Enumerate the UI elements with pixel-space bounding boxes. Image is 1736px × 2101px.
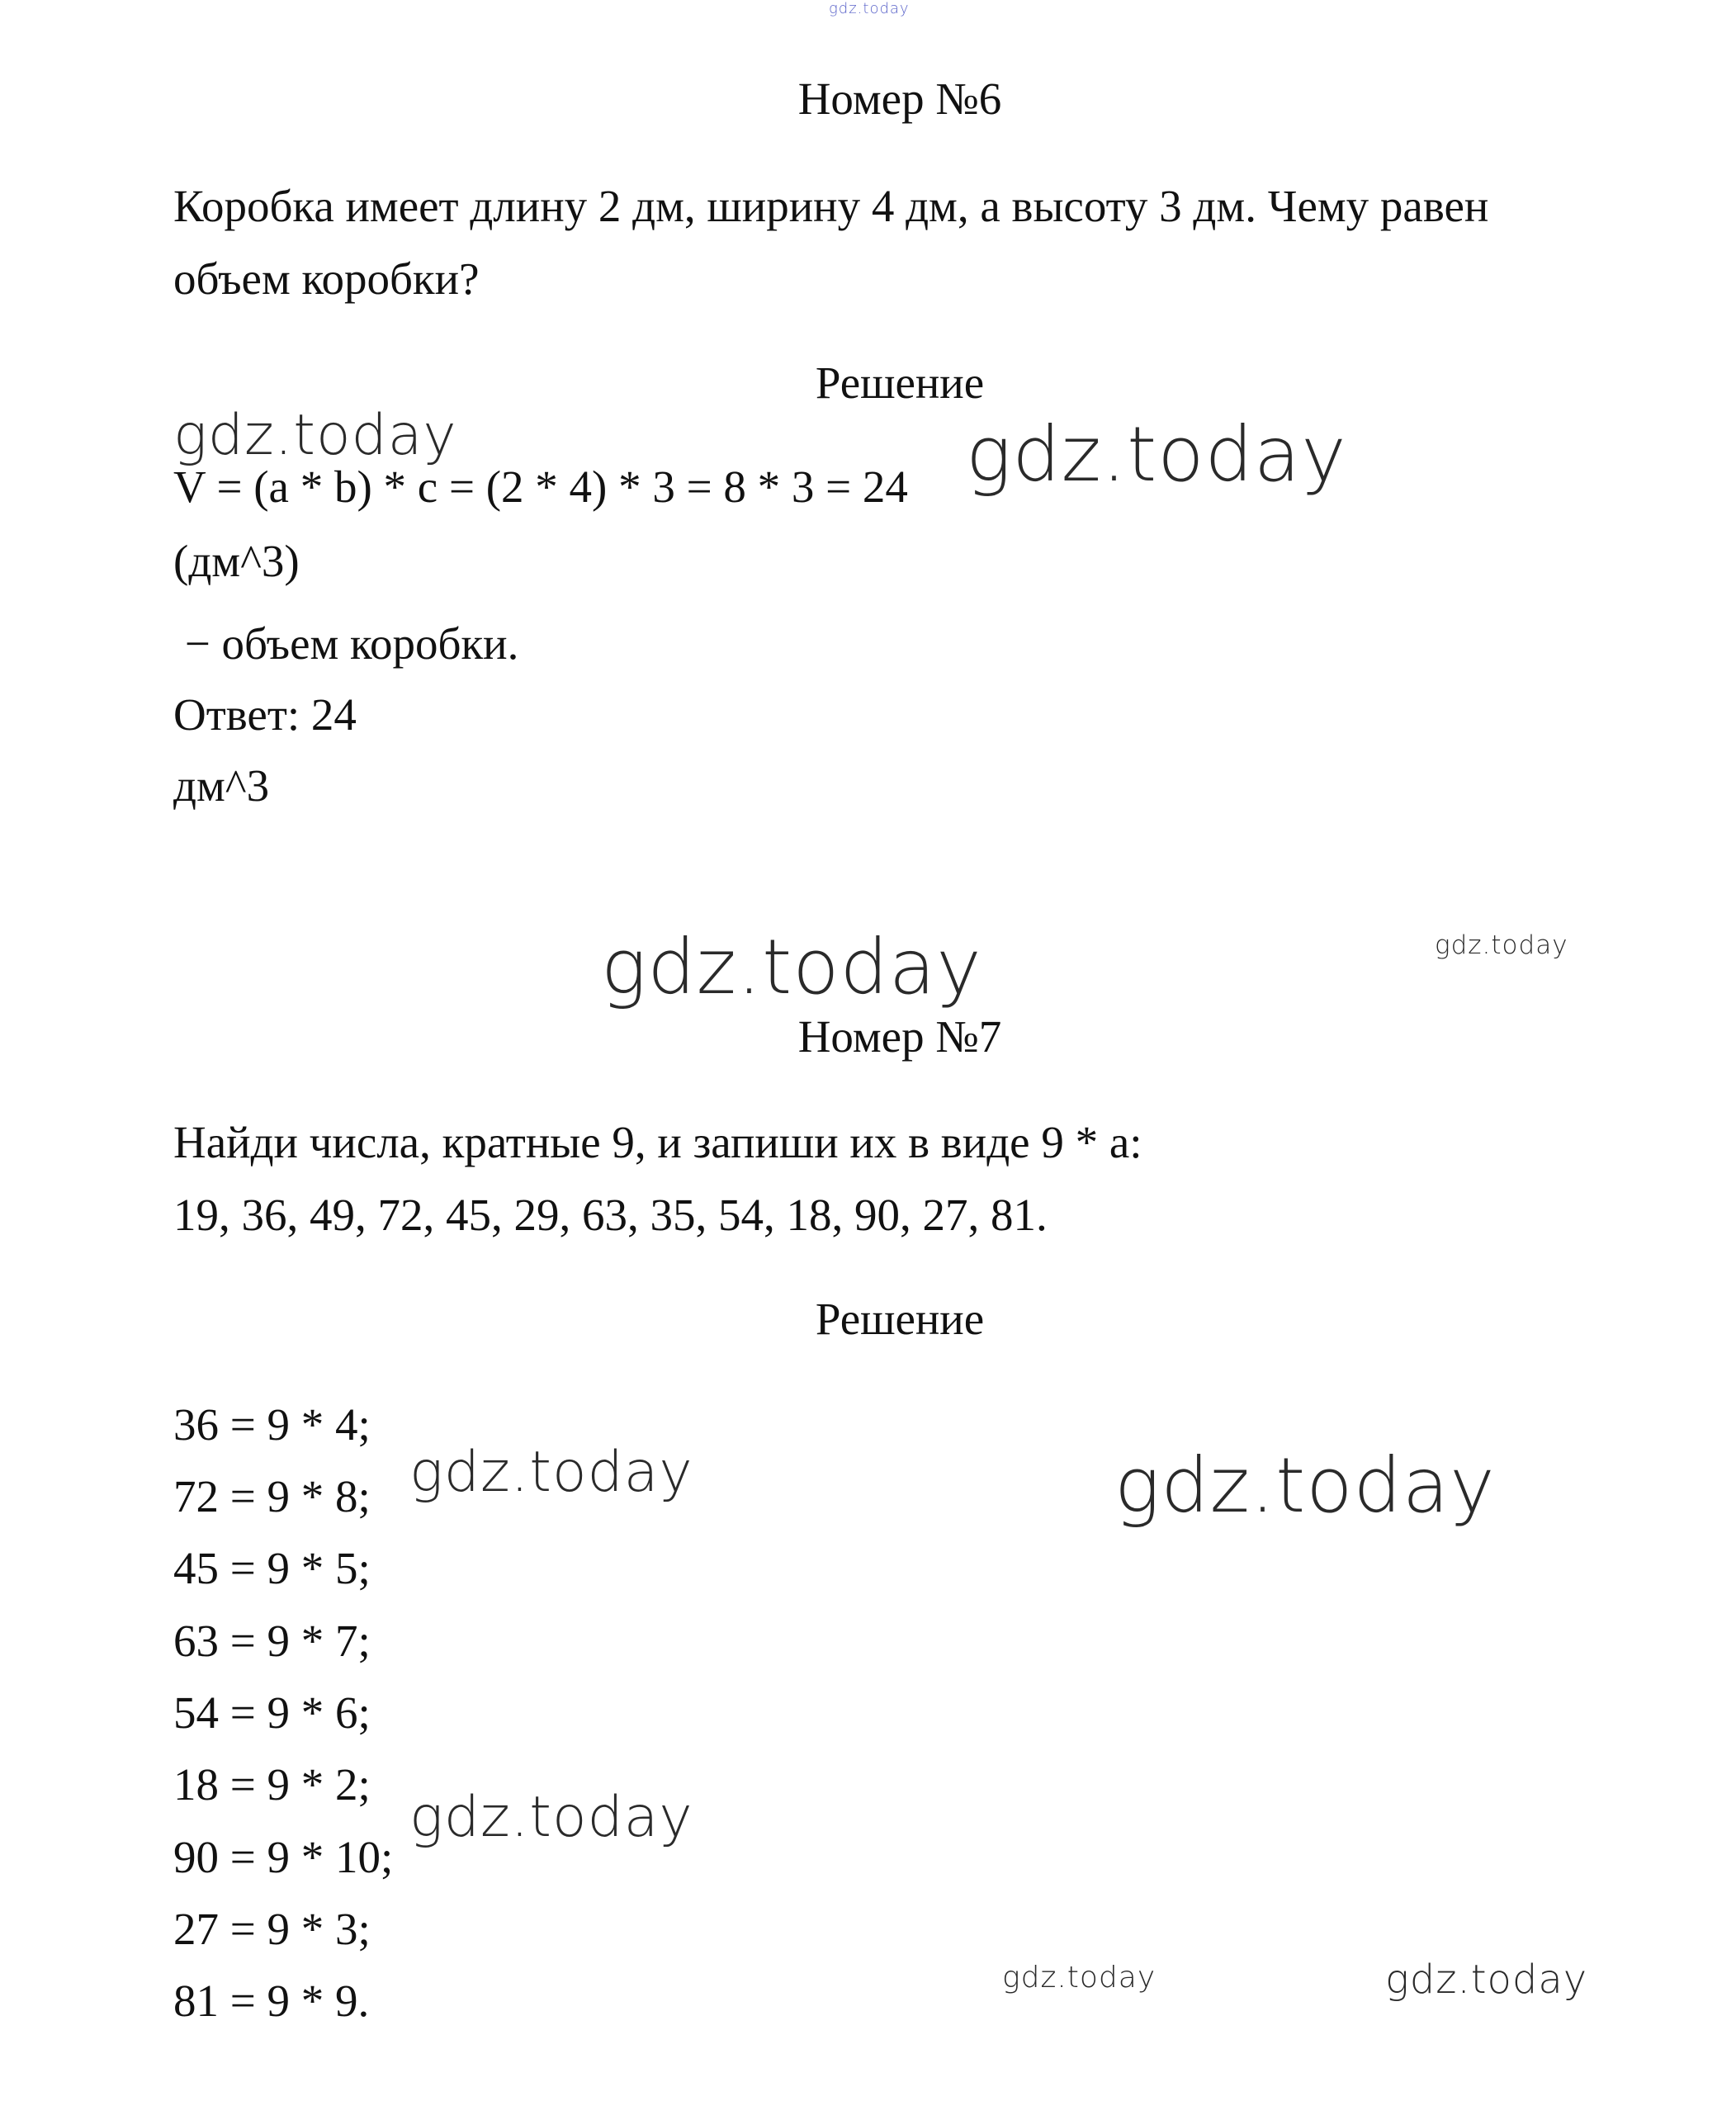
task7-question-line1: Найди числа, кратные 9, и запиши их в виде 9 * a:: [173, 1117, 1142, 1167]
task7-result-row: 18 = 9 * 2;: [173, 1759, 371, 1810]
watermark: gdz.today: [173, 403, 457, 468]
task7-solution-heading: Решение: [815, 1294, 985, 1344]
watermark: gdz.today: [601, 923, 982, 1011]
task7-question-line2: 19, 36, 49, 72, 45, 29, 63, 35, 54, 18, 90, 27, 81.: [173, 1190, 1048, 1240]
task6-solution-heading: Решение: [815, 357, 985, 408]
watermark: gdz.today: [1385, 1957, 1588, 2003]
task6-unit: (дм^3): [173, 536, 300, 586]
watermark: gdz.today: [1002, 1961, 1157, 1995]
watermark: gdz.today: [1435, 930, 1568, 960]
watermark: gdz.today: [966, 410, 1347, 499]
task7-result-row: 72 = 9 * 8;: [173, 1471, 371, 1521]
task7-result-row: 27 = 9 * 3;: [173, 1904, 371, 1954]
watermark-top: gdz.today: [829, 0, 910, 17]
watermark: gdz.today: [409, 1785, 693, 1850]
task6-question-line2: объем коробки?: [173, 253, 480, 304]
watermark: gdz.today: [1114, 1441, 1496, 1530]
task6-formula: V = (a * b) * c = (2 * 4) * 3 = 8 * 3 = 24: [173, 461, 908, 512]
task7-result-row: 90 = 9 * 10;: [173, 1832, 394, 1882]
task7-result-row: 81 = 9 * 9.: [173, 1976, 370, 2026]
task6-question-line1: Коробка имеет длину 2 дм, ширину 4 дм, а высоту 3 дм. Чему равен: [173, 181, 1489, 231]
task6-answer-unit: дм^3: [173, 760, 270, 811]
task7-title: Номер №7: [797, 1011, 1002, 1062]
task6-answer: Ответ: 24: [173, 689, 357, 740]
task6-description: − объем коробки.: [173, 618, 519, 669]
watermark: gdz.today: [409, 1440, 693, 1505]
task6-title: Номер №6: [797, 73, 1002, 124]
task7-result-row: 45 = 9 * 5;: [173, 1543, 371, 1593]
task7-result-row: 54 = 9 * 6;: [173, 1687, 371, 1738]
task7-result-row: 36 = 9 * 4;: [173, 1399, 371, 1450]
task7-result-row: 63 = 9 * 7;: [173, 1616, 371, 1666]
